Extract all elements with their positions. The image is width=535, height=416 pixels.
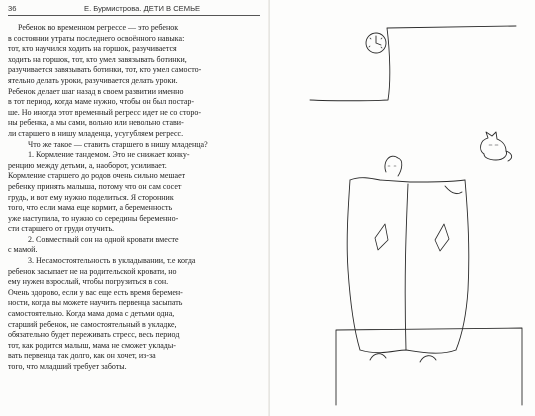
text-line: Что же такое — ставить старшего в нишу младенца? (28, 139, 208, 149)
text-line: ли старшего в нишу младенца, усугубляем регресс. (8, 128, 184, 138)
bed-drawing (336, 156, 522, 405)
cat-icon (481, 132, 512, 161)
text-line: самостоятельно. Когда мама дома с детьми одна, (8, 309, 175, 319)
text-line: тот, кто научился ходить на горшок, разучивается (8, 44, 177, 54)
right-page (270, 0, 535, 416)
body-text (8, 23, 264, 373)
text-line: ренцию между детьми, а, наоборот, усиливает. (8, 160, 167, 170)
text-line: ему нужен взрослый, чтобы погрузиться в сон. (8, 277, 169, 287)
text-line: ходить на горшок, тот, кто умел завязывать ботинки, (8, 54, 187, 64)
text-line: Кормление старшего до родов очень сильно мешает (8, 171, 186, 181)
text-line: уже наступила, то нужно со середины беременно- (8, 213, 179, 223)
text-line: 2. Совместный сон на одной кровати вместе (28, 234, 179, 244)
text-line: Очень здорово, если у вас еще есть время беремен- (8, 287, 183, 297)
text-line: ятельно делать уроки, разучивается делать уроки. (8, 75, 178, 85)
running-head: Е. Бурмистрова. ДЕТИ В СЕМЬЕ (84, 4, 201, 13)
text-line: разучивается завязывать ботинки, тот, кто умел самосто- (8, 65, 202, 75)
text-line: ребенок засыпает не на родительской кровати, но (8, 266, 177, 276)
text-line: ны ребенка, а мы сами, вольно или невольно стави- (8, 118, 184, 128)
text-line: вать первенца так долго, как он хочет, из-за (8, 351, 156, 361)
text-line: обязательно будет переживать стресс, весь период (8, 330, 180, 340)
text-line: Ребенок делает шаг назад в своем развитии именно (8, 86, 184, 96)
text-line: того, что младший требует заботы. (8, 362, 127, 371)
clock-icon (366, 33, 386, 53)
text-line: ности, когда вы можете научить первенца засыпать (8, 298, 183, 308)
text-line: грудь, и вот ему нужно поделиться. Я сторонник (8, 192, 174, 202)
text-line: 3. Несамостоятельность в укладывании, т.е когда (28, 256, 196, 266)
text-line: Ребенок во временном регрессе — это ребенок (18, 23, 179, 32)
text-line: ребенку принять малыша, потому что он сам сосет (8, 181, 182, 191)
illustration (270, 0, 535, 416)
text-line: старший ребенок, не самостоятельный в укладке, (8, 319, 177, 329)
text-line: сти старшего от груди отучить. (8, 224, 114, 234)
text-line: с мамой. (8, 245, 38, 255)
text-line: тот, как родится малыш, мама не сможет уклады- (8, 340, 176, 350)
text-line: 1. Кормление тандемом. Это не снижает конку- (28, 150, 190, 160)
text-line: того, что если мама еще кормит, а беременность (8, 203, 173, 213)
text-line: в состоянии утраты последнего освоённого навыка: (8, 33, 185, 43)
text-line: ше. Но иногда этот временный регресс идет не со сторо- (8, 107, 201, 117)
wall-line (310, 26, 516, 101)
page-number: 36 (8, 4, 17, 13)
text-line: в тот период, когда маме нужно, чтобы он был постар- (8, 97, 195, 107)
header-rule (8, 15, 260, 16)
